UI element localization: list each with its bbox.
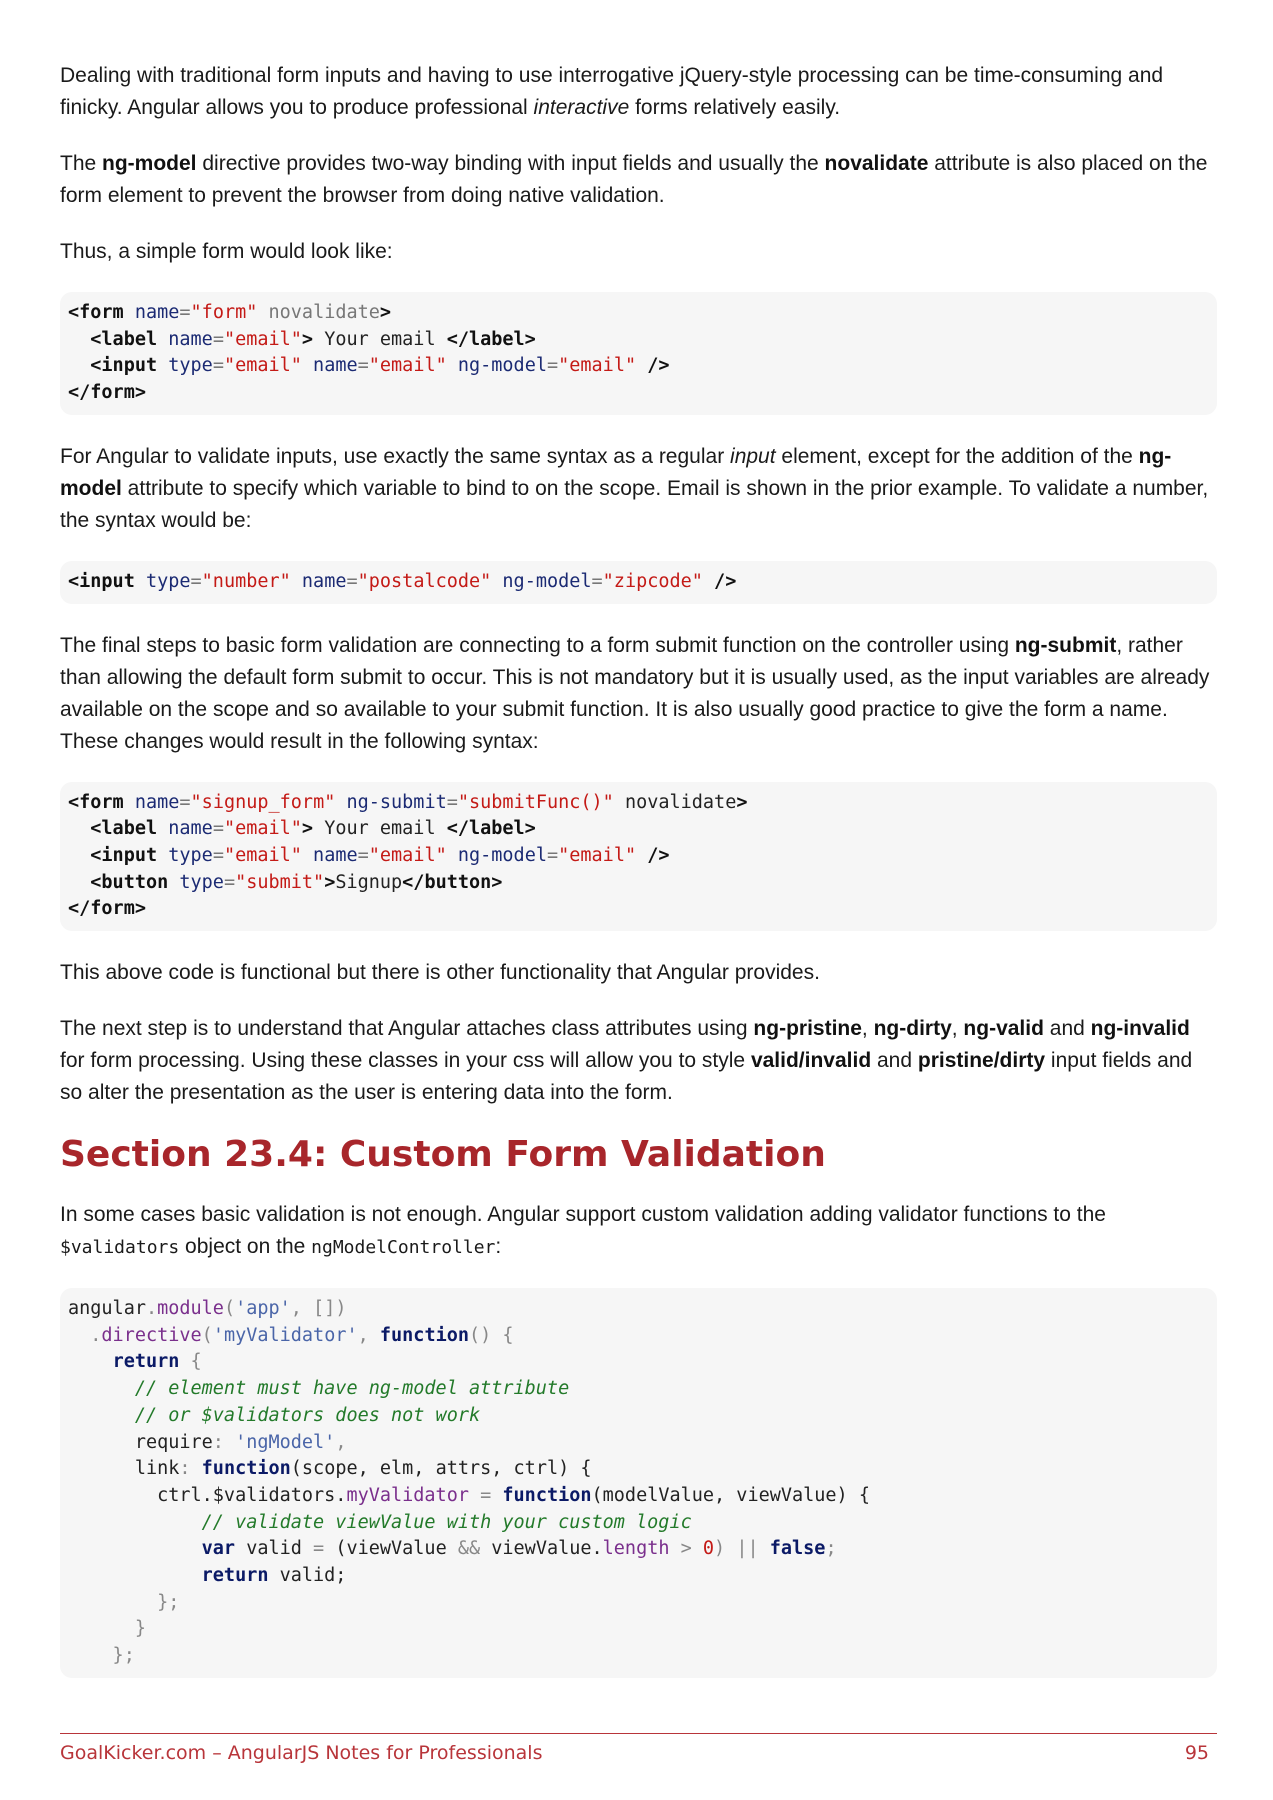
paragraph-class-attributes: The next step is to understand that Angular attaches class attributes using ng-pristine, ng-dirty, ng-valid and ng-invalid for form processing. Using these classes in your css will allow you to style valid/invalid and pristine/dirty input fields and so alter the presentation as the user is entering data into the form.	[60, 1017, 1193, 1105]
paragraph-validate-inputs: For Angular to validate inputs, use exactly the same syntax as a regular input element, except for the addition of the ng-model attribute to specify which variable to bind to on the scope. Email is shown in the prior example. To validate a number, the syntax would be:	[60, 444, 1209, 532]
section-heading: Section 23.4: Custom Form Validation	[60, 1134, 826, 1176]
code-block-custom-validator: angular.module('app', []) .directive('myValidator', function() { return { // element must have ng-model attribute // or $validators does not work require: 'ngModel', link: function(scope, elm, attrs, ctrl) { ctrl.$validators.myValidator = function(modelValue, viewValue) { // validate viewValue with your custom logic var valid = (viewValue && viewValue.length > 0) || false; return valid; }; } };	[60, 1288, 1217, 1678]
document-page	[60, 60, 1217, 1704]
page-footer	[60, 1733, 1217, 1764]
paragraph-simple-form: Thus, a simple form would look like:	[60, 240, 393, 263]
code-block-simple-form: <form name="form" novalidate> <label name="email"> Your email </label> <input type="email" name="email" ng-model="email" /> </form>	[60, 292, 1217, 415]
paragraph-custom-validation: In some cases basic validation is not enough. Angular support custom validation adding validator functions to the $validators object on the ngModelController:	[60, 1203, 1106, 1259]
page-number: 95	[1184, 1742, 1209, 1764]
code-block-number-input: <input type="number" name="postalcode" ng-model="zipcode" />	[60, 561, 1217, 604]
paragraph-intro: Dealing with traditional form inputs and having to use interrogative jQuery-style processing can be time-consuming and finicky. Angular allows you to produce professional interactive forms relatively easily.	[60, 64, 1164, 119]
paragraph-functional: This above code is functional but there is other functionality that Angular provides.	[60, 961, 820, 985]
code-block-signup-form: <form name="signup_form" ng-submit="submitFunc()" novalidate> <label name="email"> Your email </label> <input type="email" name="email" ng-model="email" /> <button type="submit">Signup</button> </form>	[60, 782, 1217, 932]
paragraph-ng-model: The ng-model directive provides two-way binding with input fields and usually the novalidate attribute is also placed on the form element to prevent the browser from doing native validation.	[60, 152, 1208, 207]
paragraph-ng-submit: The final steps to basic form validation are connecting to a form submit function on the controller using ng-submit, rather than allowing the default form submit to occur. This is not mandatory but it is usually used, as the input variables are already available on the scope and so available to your submit function. It is also usually good practice to give the form a name. These changes would result in the following syntax:	[60, 633, 1210, 753]
footer-title: GoalKicker.com – AngularJS Notes for Professionals	[60, 1742, 543, 1764]
